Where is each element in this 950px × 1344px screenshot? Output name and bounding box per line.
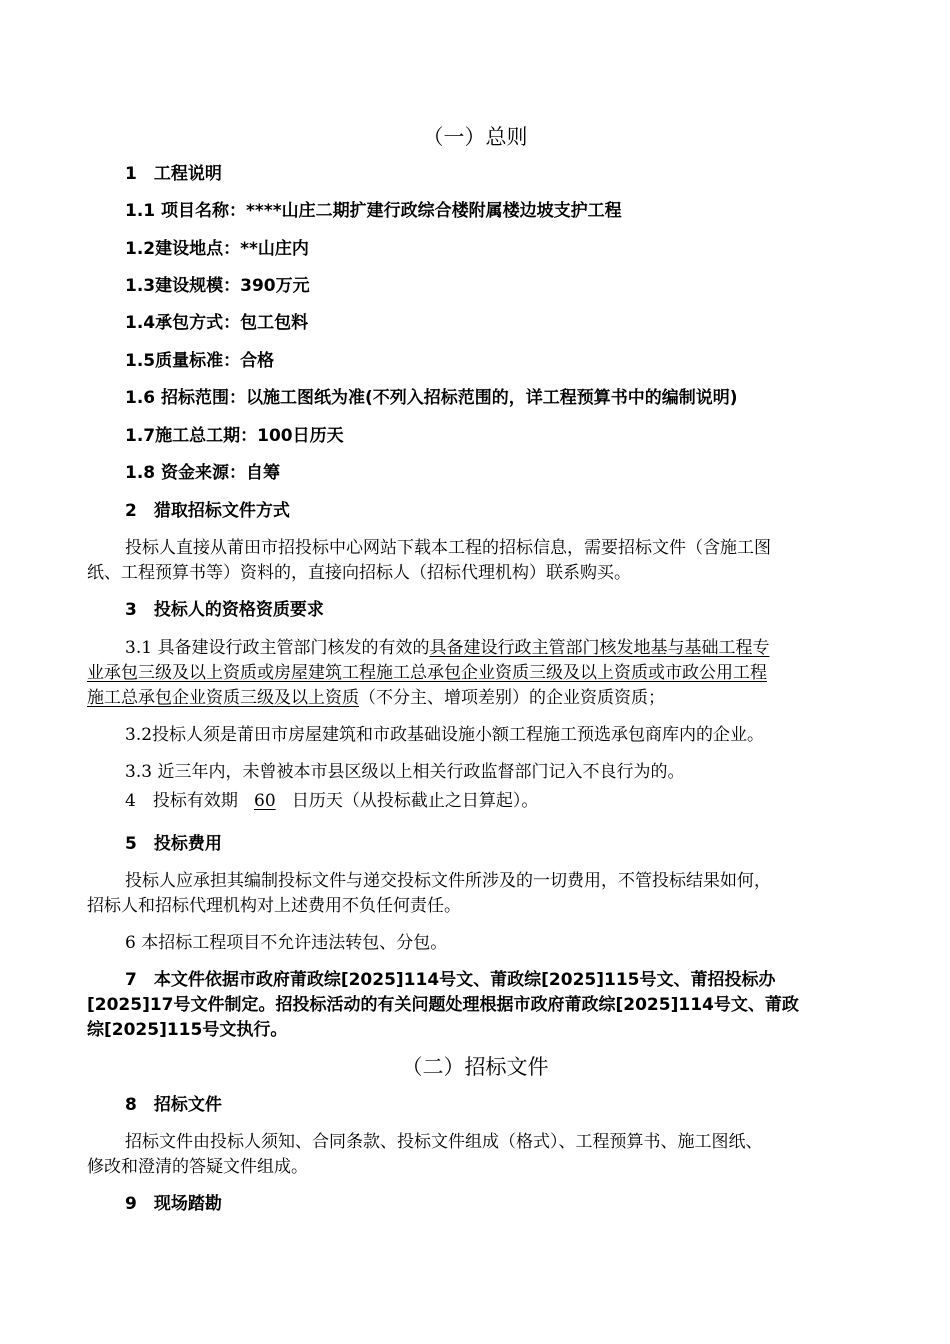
item-quality-standard: 1.5质量标准：合格 [125,351,275,371]
section-title-general: （一）总则 [422,125,528,149]
paragraph-bidding-documents-line1: 招标文件由投标人须知、合同条款、投标文件组成（格式）、工程预算书、施工图纸、 [125,1132,763,1152]
paragraph-prequalified-pool: 3.2投标人须是莆田市房屋建筑和市政基础设施小额工程施工预选承包商库内的企业。 [125,725,765,745]
paragraph-bidding-documents-line2: 修改和澄清的答疑文件组成。 [87,1157,308,1177]
qualification-underlined-end: 施工总承包企业资质三级及以上资质 [87,688,359,708]
item-bidding-scope: 1.6 招标范围：以施工图纸为准(不列入招标范围的，详工程预算书中的编制说明) [125,388,738,408]
paragraph-obtain-line1: 投标人直接从莆田市招投标中心网站下载本工程的招标信息，需要招标文件（含施工图 [125,538,771,558]
item-project-name: 1.1 项目名称：****山庄二期扩建行政综合楼附属楼边坡支护工程 [125,201,622,221]
qualification-text: 3.1 具备建设行政主管部门核发的有效的 [125,638,430,658]
heading-bid-cost: 5 投标费用 [125,834,222,854]
qualification-tail: （不分主、增项差别）的企业资质资质； [359,688,665,708]
paragraph-qualification-line2: 业承包三级及以上资质或房屋建筑工程施工总承包企业资质三级及以上资质或市政公用工程 [87,663,767,683]
item-contract-method: 1.4承包方式：包工包料 [125,313,309,333]
bid-validity-days: 60 [254,791,276,811]
paragraph-basis-line3: 综[2025]115号文执行。 [87,1020,288,1040]
paragraph-bid-cost-line2: 招标人和招标代理机构对上述费用不负任何责任。 [87,896,461,916]
qualification-underlined: 具备建设行政主管部门核发地基与基础工程专 [429,638,770,658]
heading-qualification: 3 投标人的资格资质要求 [125,600,324,620]
section-title-bidding-documents: （二）招标文件 [401,1055,549,1079]
heading-project-description: 1 工程说明 [125,164,222,184]
bid-validity-label: 4 投标有效期 [125,791,238,811]
item-construction-site: 1.2建设地点：**山庄内 [125,239,309,259]
item-construction-scale: 1.3建设规模：390万元 [125,276,310,296]
paragraph-obtain-line2: 纸、工程预算书等）资料的，直接向招标人（招标代理机构）联系购买。 [87,563,631,583]
paragraph-bid-validity [125,791,538,811]
item-construction-period: 1.7施工总工期：100日历天 [125,426,344,446]
heading-site-visit: 9 现场踏勘 [125,1194,222,1214]
paragraph-no-subcontract: 6 本招标工程项目不允许违法转包、分包。 [125,933,448,953]
paragraph-basis-line2: [2025]17号文件制定。招投标活动的有关问题处理根据市政府莆政综[2025]114号文、莆政 [87,995,799,1015]
bid-validity-tail: 日历天（从投标截止之日算起）。 [291,791,539,811]
paragraph-qualification-line1 [125,638,769,658]
paragraph-no-bad-record: 3.3 近三年内，未曾被本市县区级以上相关行政监督部门记入不良行为的。 [125,762,685,782]
paragraph-qualification-line3 [87,688,665,708]
heading-obtain-documents: 2 猎取招标文件方式 [125,501,290,521]
item-funding-source: 1.8 资金来源：自筹 [125,463,281,483]
heading-bidding-documents: 8 招标文件 [125,1095,222,1115]
paragraph-bid-cost-line1: 投标人应承担其编制投标文件与递交投标文件所涉及的一切费用，不管投标结果如何， [125,871,771,891]
paragraph-basis-line1: 7 本文件依据市政府莆政综[2025]114号文、莆政综[2025]115号文、莆招投标办 [125,970,776,990]
